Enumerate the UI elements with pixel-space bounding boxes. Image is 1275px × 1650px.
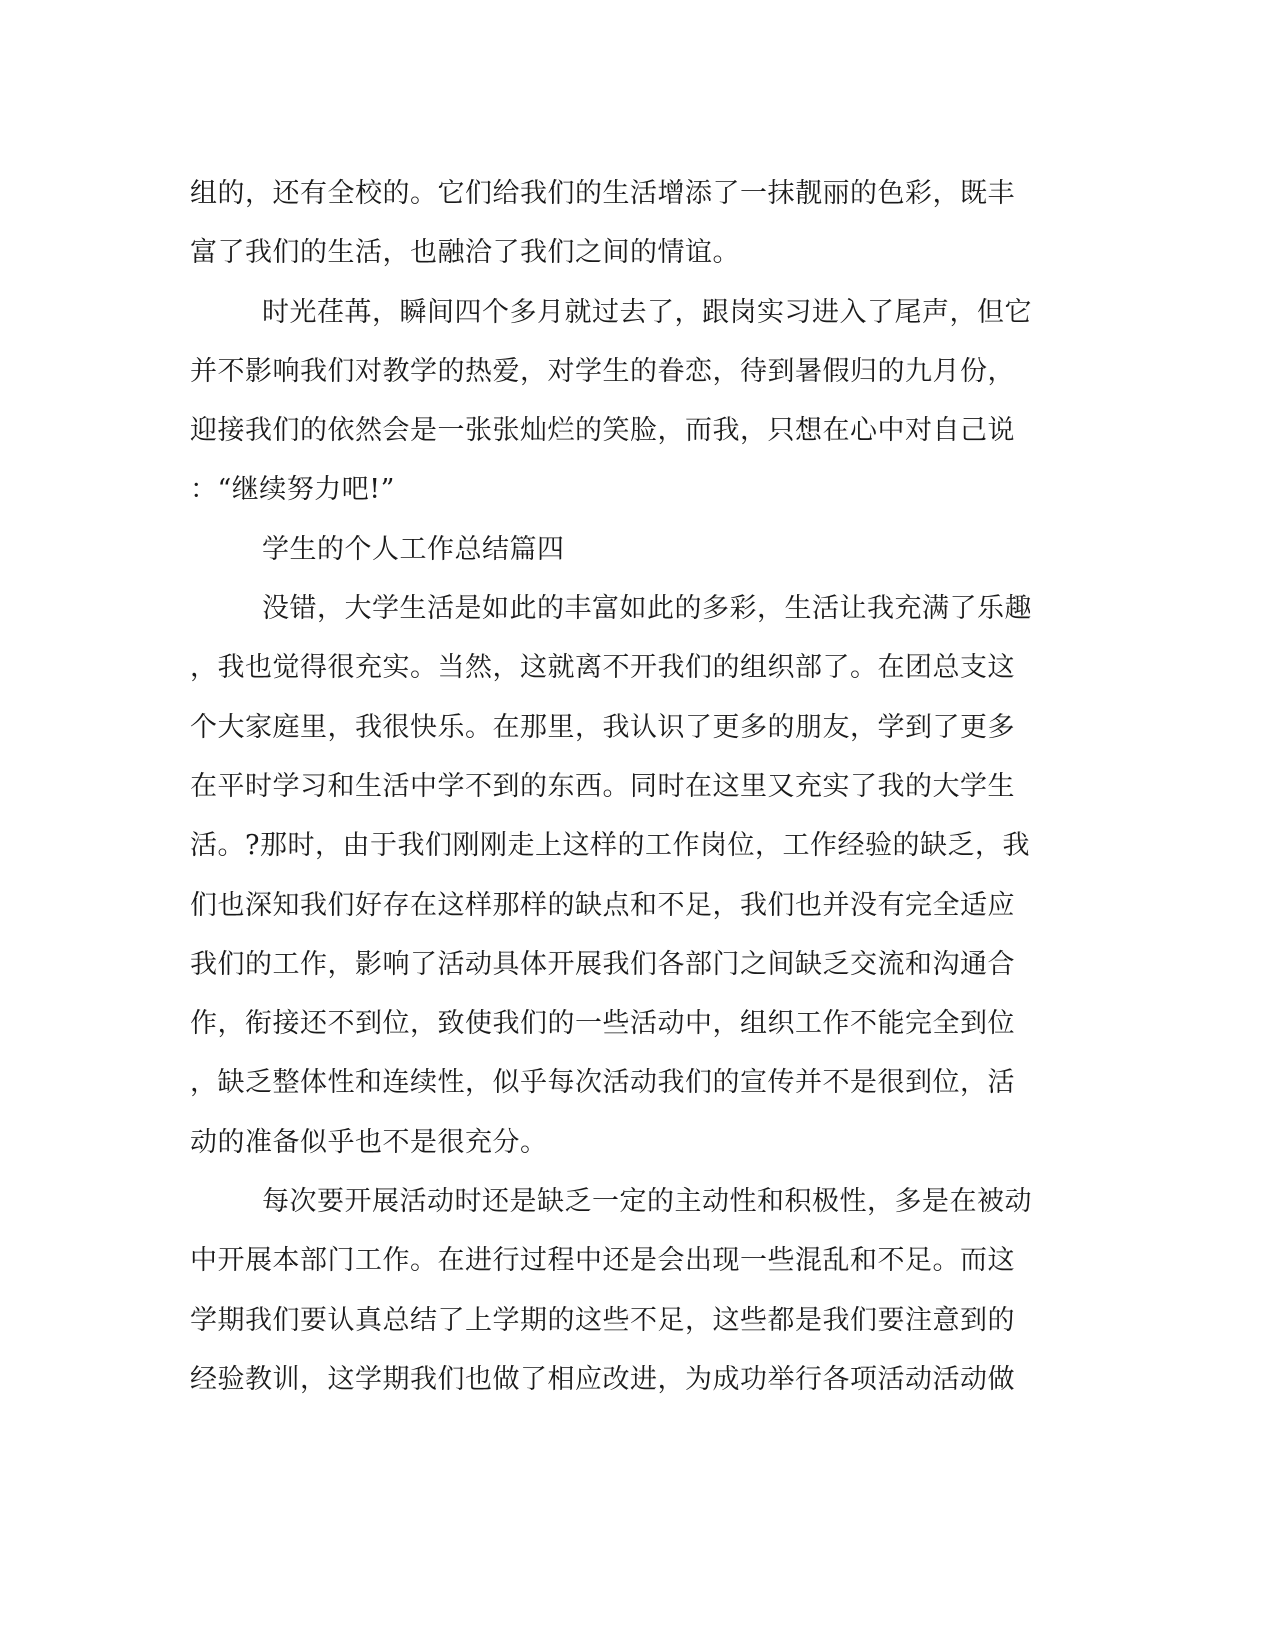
section-heading: 学生的个人工作总结篇四	[262, 533, 565, 565]
text-line: 迎接我们的依然会是一张张灿烂的笑脸，而我，只想在心中对自己说	[190, 415, 1015, 447]
text-line: ，缺乏整体性和连续性，似乎每次活动我们的宣传并不是很到位，活	[190, 1067, 1015, 1099]
text-line: 学期我们要认真总结了上学期的这些不足，这些都是我们要注意到的	[190, 1304, 1015, 1336]
paragraph-first-line: 时光荏苒，瞬间四个多月就过去了，跟岗实习进入了尾声，但它	[262, 296, 1032, 328]
text-line: ：“继续努力吧!”	[190, 474, 395, 506]
text-line: 并不影响我们对教学的热爱，对学生的眷恋，待到暑假归的九月份，	[190, 355, 1015, 387]
document-body	[190, 164, 1090, 1409]
text-line: 组的，还有全校的。它们给我们的生活增添了一抹靓丽的色彩，既丰	[190, 178, 1015, 209]
text-line: 经验教训，这学期我们也做了相应改进，为成功举行各项活动活动做	[190, 1363, 1015, 1395]
text-line: 活。?那时，由于我们刚刚走上这样的工作岗位，工作经验的缺乏，我	[190, 830, 1030, 862]
paragraph-first-line: 没错，大学生活是如此的丰富如此的多彩，生活让我充满了乐趣	[262, 593, 1032, 625]
paragraph-first-line: 每次要开展活动时还是缺乏一定的主动性和积极性，多是在被动	[262, 1186, 1032, 1218]
text-line: 们也深知我们好存在这样那样的缺点和不足，我们也并没有完全适应	[190, 889, 1015, 921]
text-line: 我们的工作，影响了活动具体开展我们各部门之间缺乏交流和沟通合	[190, 948, 1015, 980]
text-line: ，我也觉得很充实。当然，这就离不开我们的组织部了。在团总支这	[190, 652, 1015, 684]
text-line: 在平时学习和生活中学不到的东西。同时在这里又充实了我的大学生	[190, 770, 1015, 802]
text-line: 个大家庭里，我很快乐。在那里，我认识了更多的朋友，学到了更多	[190, 711, 1015, 743]
text-line: 富了我们的生活，也融洽了我们之间的情谊。	[190, 237, 740, 269]
text-line: 中开展本部门工作。在进行过程中还是会出现一些混乱和不足。而这	[190, 1245, 1015, 1277]
text-line: 动的准备似乎也不是很充分。	[190, 1126, 548, 1158]
text-line: 作，衔接还不到位，致使我们的一些活动中，组织工作不能完全到位	[190, 1008, 1015, 1040]
